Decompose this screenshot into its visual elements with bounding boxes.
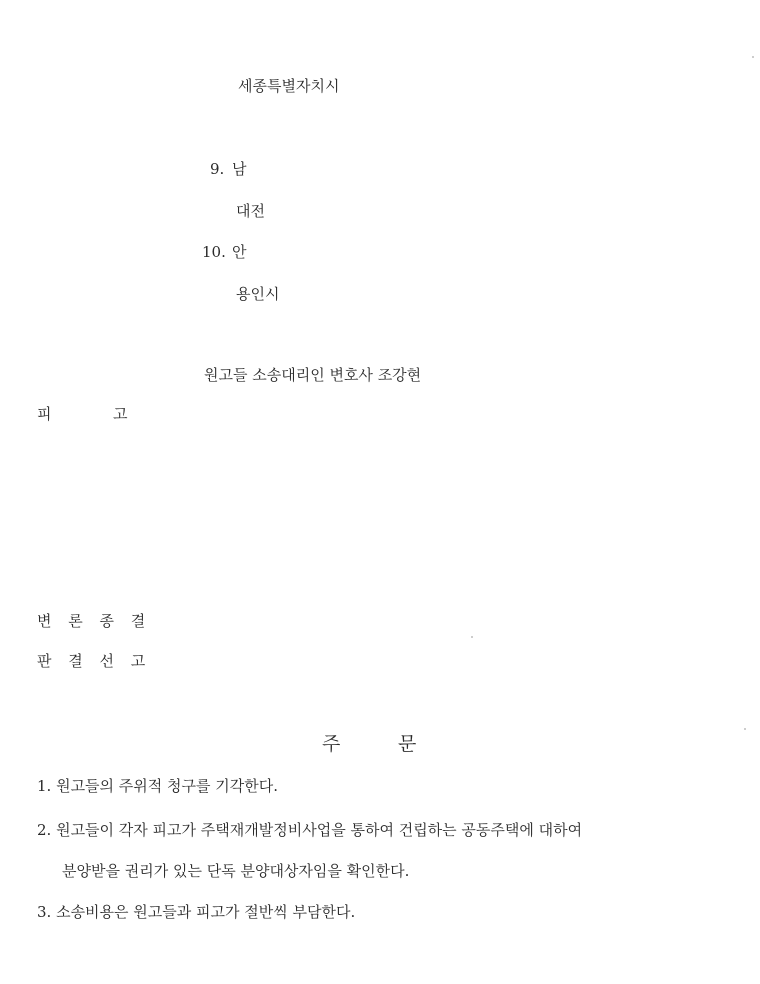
order-title-char-2: 문	[398, 733, 417, 755]
plaintiff-9-number: 9.	[210, 160, 225, 178]
order-item-2-continued: 분양받을 권리가 있는 단독 분양대상자임을 확인한다.	[62, 862, 410, 880]
order-item-1: 1. 원고들의 주위적 청구를 기각한다.	[37, 777, 279, 795]
defendant-label-char-2: 고	[113, 405, 128, 423]
scan-speck	[471, 636, 473, 638]
order-item-2: 2. 원고들이 각자 피고가 주택재개발정비사업을 통하여 건립하는 공동주택에 대하여	[37, 821, 583, 839]
order-item-3: 3. 소송비용은 원고들과 피고가 절반씩 부담한다.	[37, 903, 356, 921]
scan-speck	[744, 728, 746, 730]
address-line-9: 대전	[236, 202, 265, 220]
plaintiff-9-name: 남	[232, 160, 247, 178]
defendant-label-char-1: 피	[37, 405, 52, 423]
address-line-1: 세종특별자치시	[238, 77, 340, 95]
order-title-char-1: 주	[322, 733, 341, 755]
plaintiff-10-number: 10.	[202, 243, 226, 261]
closing-of-arguments-label: 변 론 종 결	[37, 612, 152, 630]
judgment-date-label: 판 결 선 고	[37, 652, 152, 670]
plaintiff-counsel: 원고들 소송대리인 변호사 조강현	[204, 366, 422, 384]
scan-speck	[752, 56, 754, 58]
address-line-10: 용인시	[236, 285, 280, 303]
plaintiff-10-name: 안	[232, 243, 247, 261]
